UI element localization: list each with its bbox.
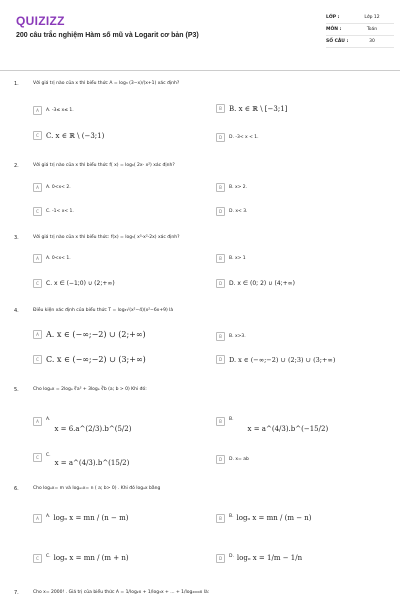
option-formula: logₒ x = mn / (m − n) [236,514,312,522]
option-text: D. x ∈ (0; 2) ∪ (4;+∞) [229,280,296,287]
option-c[interactable] [33,207,74,216]
option-letter: B [216,514,225,523]
option-letter: D [216,133,225,142]
option-text: A. -3≤ x≤ 1. [46,108,74,113]
option-letter: C [33,131,42,140]
option-letter: A [33,417,42,426]
option-letter: B [216,332,225,341]
question-text: Với giá trị nào của x thì biểu thức f( x) = log₆( 2x- x²) xác định? [33,163,175,168]
meta-key: LỚP : [326,15,340,20]
option-c[interactable] [33,355,146,364]
option-letter: D [216,554,225,563]
option-c[interactable] [33,554,129,563]
option-letter: B [216,417,225,426]
option-a[interactable] [33,417,131,433]
option-c[interactable] [33,453,129,467]
option-formula: logₒ x = 1/m − 1/n [236,554,303,562]
option-text: D. -3< x < 1. [229,135,259,140]
option-a[interactable] [33,330,146,339]
option-a[interactable] [33,514,128,523]
option-b[interactable] [216,514,312,523]
option-text: D. x= ab [229,457,249,462]
meta-row-subject [326,24,394,36]
meta-row-count [326,36,394,48]
option-text: B. [229,514,234,519]
option-letter: B [216,183,225,192]
option-d[interactable] [216,133,259,142]
option-c[interactable] [33,131,104,140]
option-text: B. x>3. [229,334,246,339]
option-text: C. -1< x< 1. [46,209,74,214]
option-letter: C [33,355,42,364]
option-d[interactable] [216,279,295,288]
option-text: A. 0<x< 1. [46,256,71,261]
option-text: C. x ∈ (−1;0) ∪ (2;+∞) [46,280,115,287]
option-letter: C [33,207,42,216]
question-number: 1. [14,81,19,87]
option-a[interactable] [33,106,74,115]
meta-value: Lớp 12 [364,15,380,20]
option-text: C. x ∈ ℝ \ (−3;1) [46,131,105,140]
option-text: B. x> 2. [229,185,248,190]
option-text: B. x ∈ ℝ \ [−3;1] [229,104,288,113]
option-letter: C [33,279,42,288]
option-letter: A [33,254,42,263]
option-letter: B [216,254,225,263]
option-text: C. x ∈ (−∞;−2) ∪ (3;+∞) [46,355,146,364]
option-text: A. 0<x< 2. [46,185,71,190]
question-number: 2. [14,163,19,169]
option-letter: D [216,355,225,364]
option-letter: D [216,207,225,216]
question-number: 3. [14,235,19,241]
option-letter: C [33,453,42,462]
option-d[interactable] [216,554,302,563]
option-text: A. [46,417,51,422]
option-text: A. x ∈ (−∞;−2) ∪ (2;+∞) [46,330,146,339]
meta-row-class [326,12,394,24]
option-text: B. [229,417,234,422]
option-text: C. [46,453,51,458]
option-d[interactable] [216,207,247,216]
option-d[interactable] [216,355,335,364]
question-text: Với giá trị nào của x thì biểu thức: f(x) = log₅( x³-x²-2x) xác định? [33,235,180,240]
question-number: 7. [14,590,19,596]
quizizz-logo: QUIZIZZ [16,14,65,28]
meta-value: 30 [369,39,375,44]
option-letter: C [33,554,42,563]
option-letter: A [33,330,42,339]
option-formula: x = a^(4/3).b^(15/2) [54,459,130,467]
option-text: D. x ∈ (−∞;−2) ∪ (2;3) ∪ (3;+∞) [229,355,336,364]
option-a[interactable] [33,183,71,192]
question-number: 5. [14,387,19,393]
option-text: B. x> 1 [229,256,246,261]
option-text: C. [46,554,51,559]
option-formula: logₒ x = mn / (n − m) [53,514,129,522]
page-title: 200 câu trắc nghiệm Hàm số mũ và Logarit cơ bản (P3) [16,32,199,39]
option-formula: x = 6.a^(2/3).b^(5/2) [54,425,132,433]
question-number: 4. [14,308,19,314]
question-number: 6. [14,486,19,492]
option-text: D. x< 3. [229,209,248,214]
option-b[interactable] [216,254,246,263]
header [0,0,400,71]
meta-key: SỐ CÂU : [326,39,349,44]
option-formula: x = a^(4/3).b^(−15/2) [247,425,329,433]
option-formula: logₒ x = mn / (m + n) [53,554,129,562]
option-d[interactable] [216,455,249,464]
meta-table [326,12,394,48]
option-b[interactable] [216,417,328,433]
option-letter: D [216,455,225,464]
option-letter: A [33,514,42,523]
option-letter: D [216,279,225,288]
meta-key: MÔN : [326,27,342,32]
question-text: Cho logₐx = 2logₐ ∜a³ + 3logₐ ∛b (a; b > 0) Khi đó: [33,387,147,392]
option-text: D. [229,554,234,559]
question-text: Với giá trị nào của x thì biểu thức A = log₃ (3−x)/(x+1) xác định? [33,81,180,86]
option-letter: A [33,183,42,192]
question-text: Cho x= 2000! . Giá trị của biểu thức A = 1/log₂x + 1/log₃x + ... + 1/log₂₀₀₀x là: [33,590,210,595]
option-b[interactable] [216,183,247,192]
option-c[interactable] [33,279,115,288]
option-b[interactable] [216,104,287,113]
question-text: Cho logₐx= m và logₐₙx= n ( a; b> 0) . Khi đó logₐx bằng [33,486,161,491]
question-text: Điều kiện xác định của biểu thức T = log₃√(x²−4)(x²−6x+9) là [33,308,174,313]
option-a[interactable] [33,254,71,263]
option-text: A. [46,514,51,519]
meta-value: Toán [366,27,378,32]
option-letter: A [33,106,42,115]
option-letter: B [216,104,225,113]
option-b[interactable] [216,332,246,341]
